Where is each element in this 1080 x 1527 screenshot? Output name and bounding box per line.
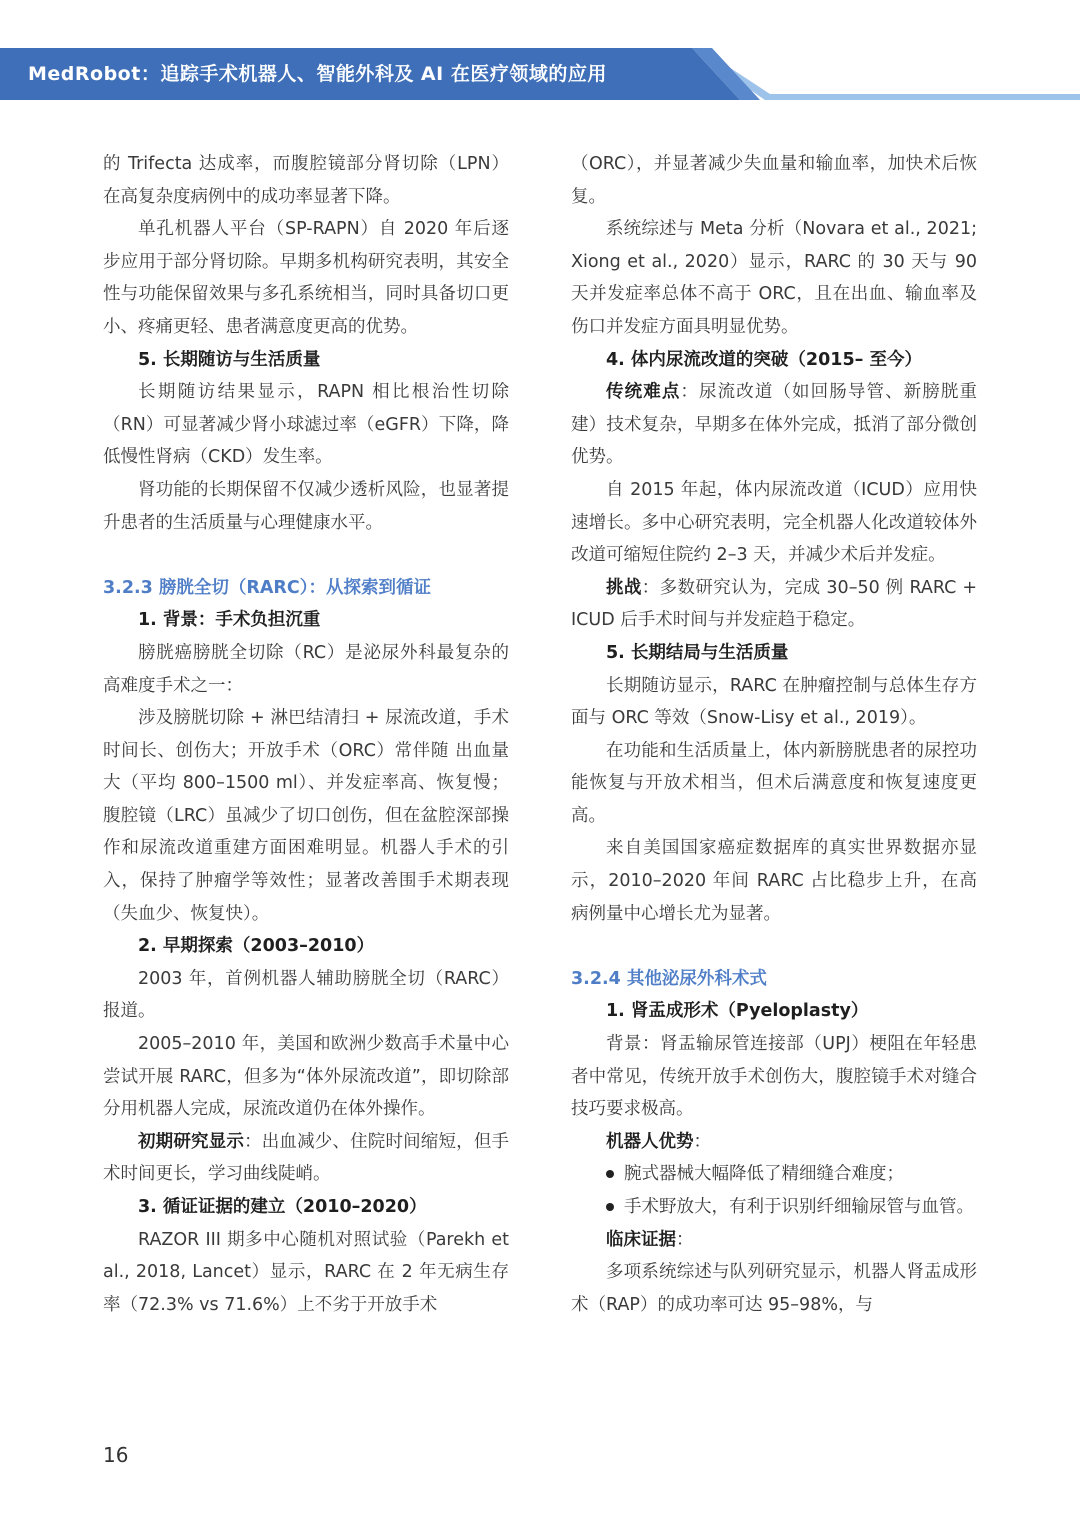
right-heading-4: 4. 体内尿流改道的突破（2015– 至今）	[606, 349, 922, 370]
clinical-evidence-label	[571, 1224, 977, 1257]
bullet-item-2	[571, 1191, 977, 1224]
right-para-1: （ORC），并显著减少失血量和输血率，加快术后恢复。	[571, 154, 977, 207]
right-para-10: 多项系统综述与队列研究显示，机器人肾盂成形术（RAP）的成功率可达 95–98%，与	[571, 1262, 977, 1315]
left-para-5: 膀胱癌膀胱全切除（RC）是泌尿外科最复杂的高难度手术之一：	[103, 642, 509, 696]
left-heading-1: 1. 背景：手术负担沉重	[138, 610, 321, 631]
right-para-3-lead: 传统难点	[606, 382, 681, 403]
right-para-3	[571, 376, 977, 474]
clinical-evidence-lead: 临床证据	[606, 1229, 676, 1250]
left-para-9	[103, 1126, 509, 1191]
left-heading-2: 2. 早期探索（2003–2010）	[138, 936, 375, 957]
right-column	[571, 148, 977, 1321]
left-para-9-text: ：出血减少、住院时间缩短，但手术时间更长，学习曲线陡峭。	[103, 1131, 510, 1185]
left-column	[103, 148, 509, 1321]
right-para-8: 来自美国国家癌症数据库的真实世界数据亦显示，2010–2020 年间 RARC 占比稳步上升，在高病例量中心增长尤为显著。	[571, 838, 977, 924]
bullet-item-1	[571, 1158, 977, 1191]
clinical-evidence-colon: ：	[676, 1229, 694, 1250]
right-para-5	[571, 572, 977, 637]
left-para-2: 单孔机器人平台（SP-RAPN）自 2020 年后逐步应用于部分肾切除。早期多机构研究表明，其安全性与功能保留效果与多孔系统相当，同时具备切口更小、疼痛更轻、患者满意度更高的优势。	[103, 219, 509, 337]
right-para-4: 自 2015 年起，体内尿流改道（ICUD）应用快速增长。多中心研究表明，完全机器人化改道较体外改道可缩短住院约 2–3 天，并减少术后并发症。	[571, 479, 977, 566]
left-para-8: 2005–2010 年，美国和欧洲少数高手术量中心尝试开展 RARC，但多为“体外尿流改道”，即切除部分用机器人完成，尿流改道仍在体外操作。	[103, 1034, 509, 1120]
left-para-7: 2003 年，首例机器人辅助膀胱全切（RARC）报道。	[103, 968, 509, 1022]
left-para-10: RAZOR III 期多中心随机对照试验（Parekh et al., 2018, Lancet）显示，RARC 在 2 年无病生存率（72.3% vs 71.6%）上不劣于开放手术	[103, 1229, 509, 1315]
left-para-3: 长期随访结果显示，RAPN 相比根治性切除（RN）可显著减少肾小球滤过率（eGFR）下降，降低慢性肾病（CKD）发生率。	[103, 382, 509, 468]
bullet-dot-icon	[606, 1170, 614, 1178]
bullet-text-2: 手术野放大，有利于识别纤细输尿管与血管。	[624, 1197, 974, 1217]
robot-advantage-label	[571, 1126, 977, 1159]
right-para-3-text: ：尿流改道（如回肠导管、新膀胱重建）技术复杂，早期多在体外完成，抵消了部分微创优势。	[571, 382, 977, 468]
section-title-324: 3.2.4 其他泌尿外科术式	[571, 968, 767, 989]
section-title-323: 3.2.3 膀胱全切（RARC）：从探索到循证	[103, 577, 432, 598]
header-banner	[0, 48, 1080, 100]
left-para-1: 的 Trifecta 达成率，而腹腔镜部分肾切除（LPN）在高复杂度病例中的成功率显著下降。	[103, 154, 509, 207]
header-title: MedRobot：追踪手术机器人、智能外科及 AI 在医疗领域的应用	[28, 63, 607, 85]
page-number: 16	[103, 1443, 129, 1467]
right-para-9: 背景：肾盂输尿管连接部（UPJ）梗阻在年轻患者中常见，传统开放手术创伤大，腹腔镜手术对缝合技巧要求极高。	[571, 1034, 977, 1120]
right-heading-1: 1. 肾盂成形术（Pyeloplasty）	[606, 1001, 869, 1022]
right-para-5-lead: 挑战	[606, 577, 642, 598]
left-para-9-lead: 初期研究显示	[138, 1131, 245, 1152]
left-heading-5: 5. 长期随访与生活质量	[138, 349, 321, 370]
right-para-2: 系统综述与 Meta 分析（Novara et al., 2021; Xiong et al., 2020）显示，RARC 的 30 天与 90 天并发症率总体不高于 ORC，且在出血、输血率及伤口并发症方面具明显优势。	[571, 219, 977, 337]
right-para-6: 长期随访显示，RARC 在肿瘤控制与总体生存方面与 ORC 等效（Snow-Lisy et al., 2019）。	[571, 675, 977, 729]
left-para-4: 肾功能的长期保留不仅减少透析风险，也显著提升患者的生活质量与心理健康水平。	[103, 479, 509, 533]
robot-advantage-lead: 机器人优势	[606, 1131, 694, 1152]
left-para-6: 涉及膀胱切除 + 淋巴结清扫 + 尿流改道，手术时间长、创伤大；开放手术（ORC）常伴随 出血量大（平均 800–1500 ml）、并发症率高、恢复慢；腹腔镜（LRC）虽减少了切口创伤，但在盆腔深部操作和尿流改道重建方面困难明显。机器人手术的引入，保持了肿瘤学等效性；显著改善围手术期表现（失血少、恢复快）。	[103, 708, 509, 924]
right-heading-5: 5. 长期结局与生活质量	[606, 642, 789, 663]
right-para-5-text: ：多数研究认为，完成 30–50 例 RARC + ICUD 后手术时间与并发症趋于稳定。	[571, 577, 977, 631]
right-para-7: 在功能和生活质量上，体内新膀胱患者的尿控功能恢复与开放术相当，但术后满意度和恢复速度更高。	[571, 740, 977, 826]
bullet-text-1: 腕式器械大幅降低了精细缝合难度；	[624, 1164, 904, 1185]
bullet-dot-icon	[606, 1203, 614, 1211]
robot-advantage-colon: ：	[693, 1131, 711, 1152]
left-heading-3: 3. 循证证据的建立（2010–2020）	[138, 1197, 427, 1217]
